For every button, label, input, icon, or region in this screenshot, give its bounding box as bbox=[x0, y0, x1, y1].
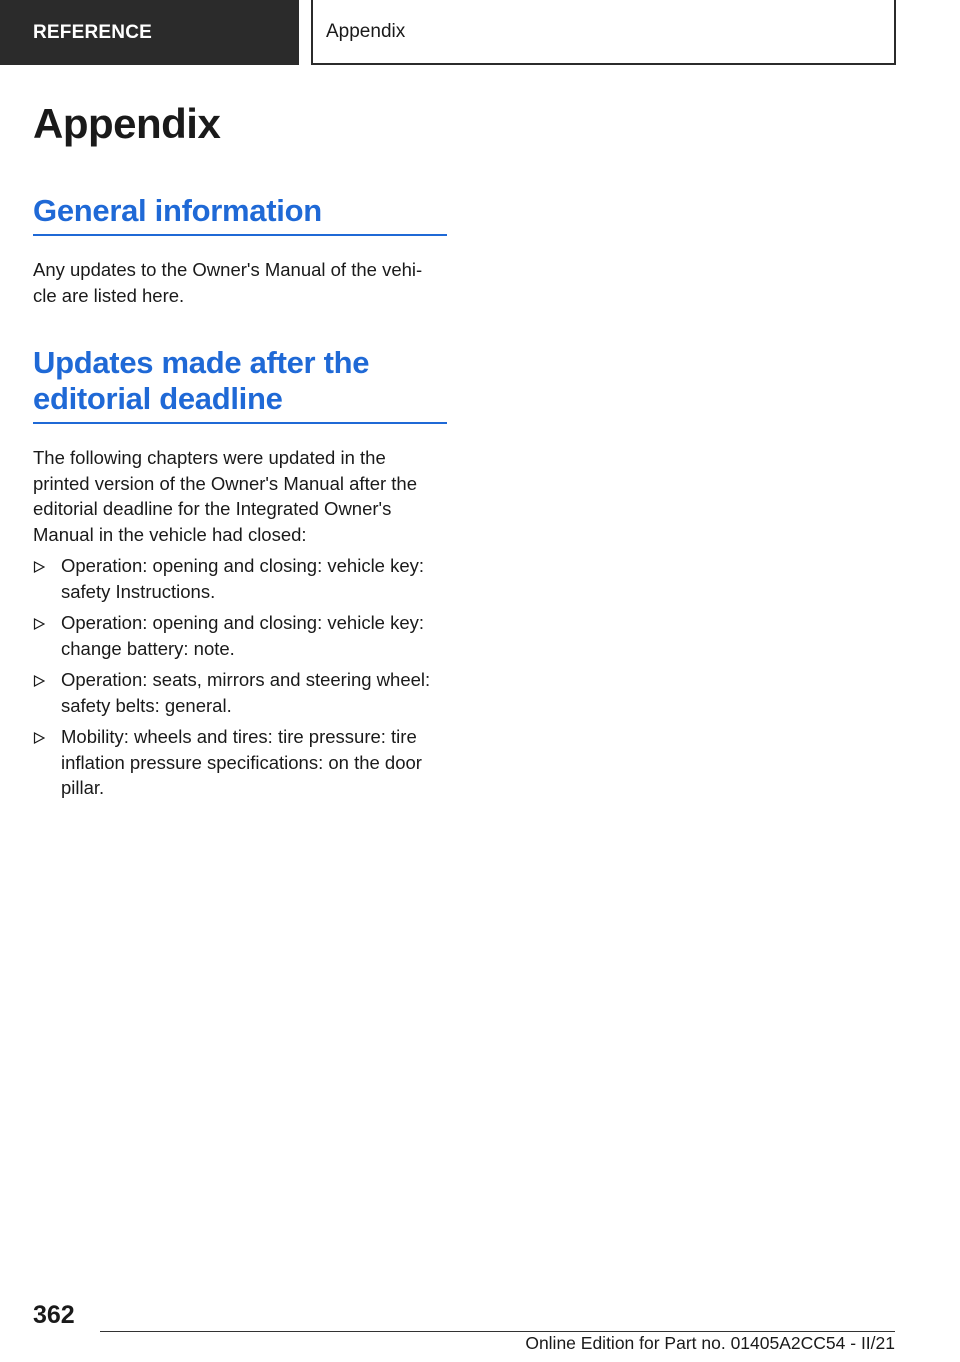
triangle-right-icon bbox=[33, 675, 45, 687]
page-title: Appendix bbox=[33, 100, 221, 147]
header-section-label: REFERENCE bbox=[0, 0, 299, 65]
list-item-line: safety belts: general. bbox=[61, 694, 232, 716]
triangle-right-icon bbox=[33, 732, 45, 744]
heading-line: editorial deadline bbox=[33, 381, 283, 416]
list-item bbox=[33, 667, 447, 718]
list-item-line: Operation: seats, mirrors and steering wheel: bbox=[61, 669, 431, 690]
page-number: 362 bbox=[33, 1301, 75, 1329]
list-item-line: pillar. bbox=[61, 777, 105, 798]
paragraph-line: The following chapters were updated in the bbox=[33, 447, 386, 468]
section-heading-general-information: General information bbox=[33, 193, 322, 228]
paragraph-line: printed version of the Owner's Manual after the bbox=[33, 472, 418, 494]
list-item-line: safety Instructions. bbox=[61, 580, 216, 602]
section-divider bbox=[33, 422, 447, 424]
section-divider bbox=[33, 234, 447, 236]
section-heading-updates bbox=[33, 345, 447, 417]
paragraph-line: Any updates to the Owner's Manual of the vehi- bbox=[33, 259, 423, 280]
triangle-right-icon bbox=[33, 561, 45, 573]
list-item-line: change battery: note. bbox=[61, 637, 235, 659]
updated-chapters-list bbox=[33, 553, 447, 807]
heading-line: Updates made after the bbox=[33, 345, 370, 380]
header-chapter-label: Appendix bbox=[311, 0, 896, 65]
list-item bbox=[33, 553, 447, 604]
paragraph-line: cle are listed here. bbox=[33, 284, 185, 306]
general-information-paragraph bbox=[33, 257, 447, 308]
list-item bbox=[33, 724, 447, 801]
footer-divider bbox=[100, 1331, 895, 1332]
updates-paragraph bbox=[33, 445, 447, 547]
list-item-line: inflation pressure specifications: on the door bbox=[61, 751, 422, 773]
triangle-right-icon bbox=[33, 618, 45, 630]
list-item-line: Operation: opening and closing: vehicle key: bbox=[61, 555, 425, 576]
paragraph-line: Manual in the vehicle had closed: bbox=[33, 523, 307, 545]
list-item-line: Mobility: wheels and tires: tire pressure: tire bbox=[61, 726, 417, 747]
list-item bbox=[33, 610, 447, 661]
list-item-line: Operation: opening and closing: vehicle key: bbox=[61, 612, 425, 633]
footer-edition-text: Online Edition for Part no. 01405A2CC54 - II/21 bbox=[525, 1333, 895, 1353]
paragraph-line: editorial deadline for the Integrated Owner's bbox=[33, 498, 392, 519]
